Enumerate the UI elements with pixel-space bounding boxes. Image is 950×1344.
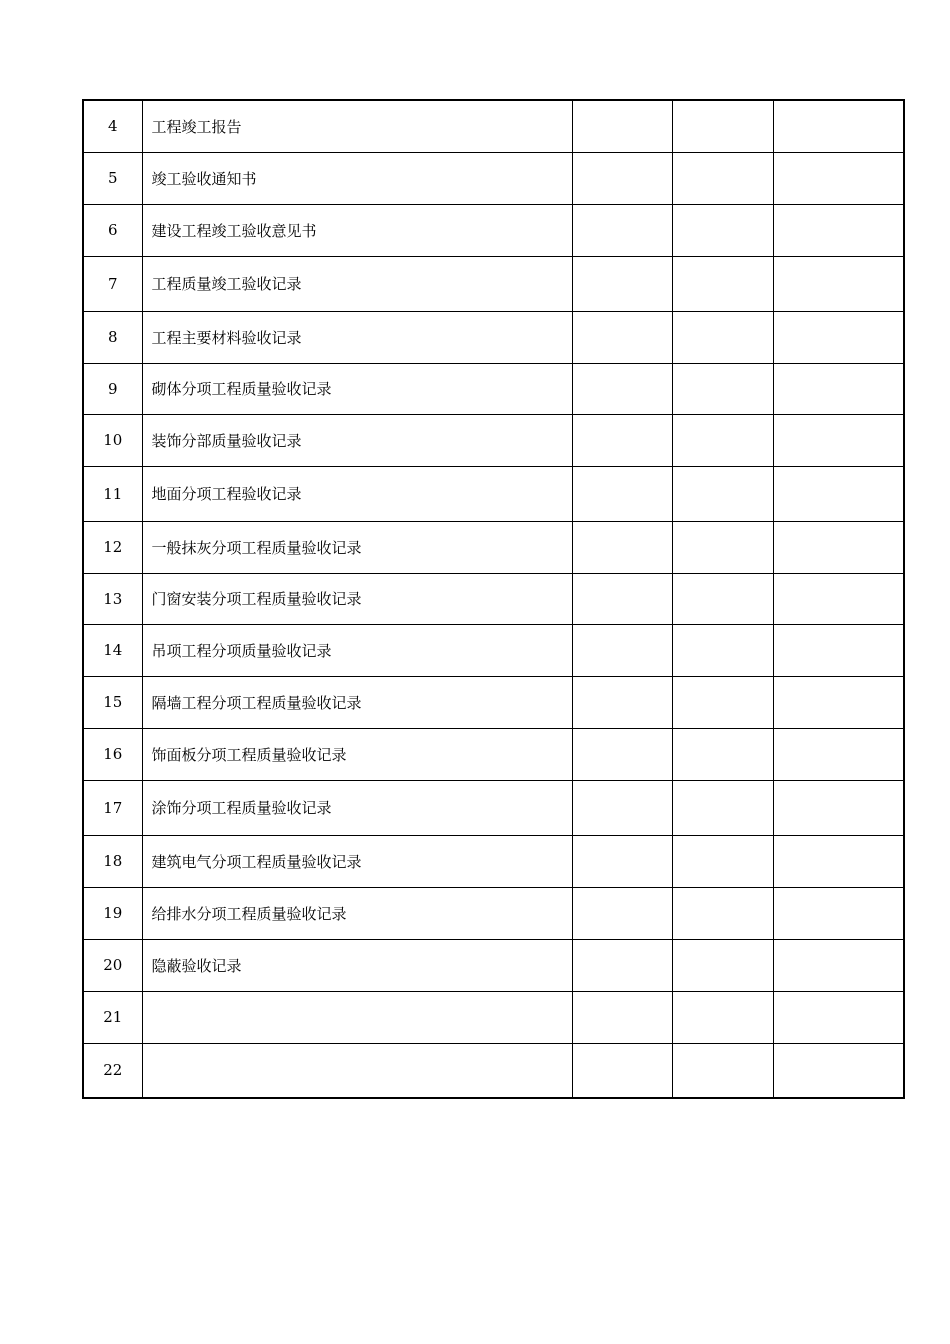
empty-cell [672,414,773,466]
row-number-cell: 18 [83,835,142,887]
row-number-cell: 4 [83,100,142,152]
document-name-cell: 吊项工程分项质量验收记录 [142,624,572,676]
empty-cell [572,728,672,780]
document-name-cell: 工程竣工报告 [142,100,572,152]
empty-cell [773,204,904,256]
document-name-cell: 隐蔽验收记录 [142,939,572,991]
empty-cell [672,835,773,887]
row-number-cell: 8 [83,311,142,363]
row-number-cell: 21 [83,991,142,1043]
empty-cell [572,100,672,152]
empty-cell [672,991,773,1043]
row-number-cell: 6 [83,204,142,256]
row-number-cell: 16 [83,728,142,780]
document-table [82,99,905,1099]
table-row [83,573,904,624]
table-row [83,1043,904,1098]
empty-cell [672,204,773,256]
empty-cell [773,573,904,624]
table-row [83,835,904,887]
empty-cell [773,676,904,728]
empty-cell [572,521,672,573]
empty-cell [572,887,672,939]
empty-cell [773,780,904,835]
empty-cell [773,414,904,466]
empty-cell [672,311,773,363]
document-name-cell: 建筑电气分项工程质量验收记录 [142,835,572,887]
empty-cell [572,256,672,311]
row-number-cell: 22 [83,1043,142,1098]
table-row [83,728,904,780]
row-number-cell: 10 [83,414,142,466]
document-name-cell: 一般抹灰分项工程质量验收记录 [142,521,572,573]
table-row [83,466,904,521]
empty-cell [773,624,904,676]
empty-cell [572,939,672,991]
empty-cell [773,363,904,414]
empty-cell [672,676,773,728]
empty-cell [672,573,773,624]
empty-cell [672,939,773,991]
table-row [83,363,904,414]
empty-cell [572,152,672,204]
empty-cell [572,363,672,414]
table-row [83,100,904,152]
document-name-cell: 隔墙工程分项工程质量验收记录 [142,676,572,728]
empty-cell [773,991,904,1043]
document-name-cell: 竣工验收通知书 [142,152,572,204]
empty-cell [672,780,773,835]
empty-cell [572,835,672,887]
empty-cell [672,152,773,204]
row-number-cell: 14 [83,624,142,676]
table-row [83,676,904,728]
empty-cell [572,573,672,624]
empty-cell [672,363,773,414]
empty-cell [572,676,672,728]
document-name-cell: 饰面板分项工程质量验收记录 [142,728,572,780]
empty-cell [672,466,773,521]
empty-cell [572,414,672,466]
document-name-cell: 工程质量竣工验收记录 [142,256,572,311]
row-number-cell: 5 [83,152,142,204]
table-row [83,311,904,363]
row-number-cell: 15 [83,676,142,728]
empty-cell [672,1043,773,1098]
empty-cell [672,887,773,939]
empty-cell [572,466,672,521]
table-row [83,780,904,835]
document-name-cell: 涂饰分项工程质量验收记录 [142,780,572,835]
empty-cell [773,521,904,573]
empty-cell [672,624,773,676]
empty-cell [672,728,773,780]
table-row [83,991,904,1043]
row-number-cell: 12 [83,521,142,573]
document-name-cell: 工程主要材料验收记录 [142,311,572,363]
row-number-cell: 19 [83,887,142,939]
empty-cell [672,100,773,152]
document-name-cell: 建设工程竣工验收意见书 [142,204,572,256]
table-row [83,414,904,466]
empty-cell [773,256,904,311]
row-number-cell: 9 [83,363,142,414]
row-number-cell: 17 [83,780,142,835]
row-number-cell: 7 [83,256,142,311]
row-number-cell: 13 [83,573,142,624]
empty-cell [773,887,904,939]
table-row [83,521,904,573]
document-table-body [83,100,904,1098]
empty-cell [572,624,672,676]
table-row [83,204,904,256]
empty-cell [672,256,773,311]
row-number-cell: 20 [83,939,142,991]
empty-cell [773,466,904,521]
empty-cell [572,991,672,1043]
table-row [83,256,904,311]
empty-cell [773,939,904,991]
table-row [83,887,904,939]
document-name-cell: 门窗安装分项工程质量验收记录 [142,573,572,624]
empty-cell [572,204,672,256]
table-row [83,152,904,204]
document-name-cell: 装饰分部质量验收记录 [142,414,572,466]
document-name-cell: 砌体分项工程质量验收记录 [142,363,572,414]
empty-cell [672,521,773,573]
row-number-cell: 11 [83,466,142,521]
empty-cell [773,835,904,887]
empty-cell [773,1043,904,1098]
empty-cell [773,311,904,363]
empty-cell [572,1043,672,1098]
empty-cell [572,780,672,835]
document-name-cell [142,1043,572,1098]
empty-cell [773,100,904,152]
empty-cell [773,728,904,780]
table-row [83,624,904,676]
empty-cell [773,152,904,204]
document-name-cell: 给排水分项工程质量验收记录 [142,887,572,939]
document-name-cell [142,991,572,1043]
document-name-cell: 地面分项工程验收记录 [142,466,572,521]
table-row [83,939,904,991]
empty-cell [572,311,672,363]
